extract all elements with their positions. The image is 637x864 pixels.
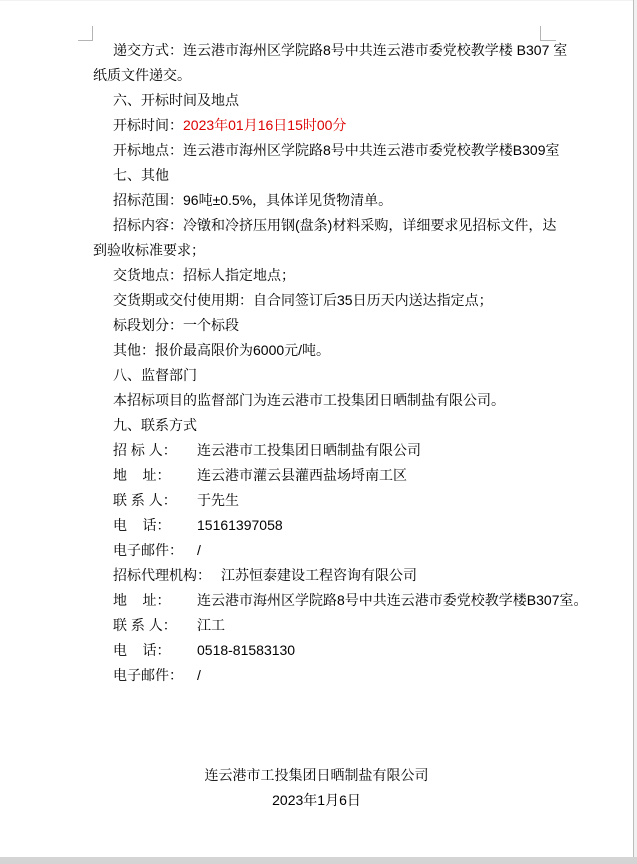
doc-text-segment: 六、开标时间及地点 xyxy=(113,92,239,108)
contact-row xyxy=(93,513,540,538)
contact-value: 连云港市工投集团日晒制盐有限公司 xyxy=(197,442,421,458)
contact-label: 地 址： xyxy=(113,592,171,608)
doc-text-segment: 本招标项目的监督部门为连云港市工投集团日晒制盐有限公司。 xyxy=(113,392,505,408)
doc-text-segment: 招标内容：冷镦和冷挤压用钢(盘条)材料采购，详细要求见招标文件，达 xyxy=(113,217,557,233)
doc-footer-line xyxy=(93,763,540,788)
doc-line xyxy=(93,38,568,63)
doc-line xyxy=(93,188,540,213)
doc-text-segment: 2023年1月6日 xyxy=(272,792,361,808)
contact-value: 江工 xyxy=(197,617,225,633)
doc-line xyxy=(93,263,540,288)
doc-blank-line xyxy=(93,738,540,763)
contact-label: 电子邮件： xyxy=(113,542,183,558)
doc-text-segment: 递交方式：连云港市海州区学院路8号中共连云港市委党校教学楼 B307 室 xyxy=(113,42,568,58)
doc-line xyxy=(93,63,540,88)
document-text-area[interactable] xyxy=(93,38,588,813)
contact-label: 联 系 人： xyxy=(113,492,177,508)
doc-text-segment: 交货期或交付使用期：自合同签订后35日历天内送达指定点； xyxy=(113,292,493,308)
contact-value: 连云港市灌云县灌西盐场埒南工区 xyxy=(197,467,407,483)
doc-text-segment: 七、其他 xyxy=(113,167,169,183)
opening-time-highlighted-value: 2023年01月16日15时00分 xyxy=(183,117,347,133)
doc-line xyxy=(93,138,560,163)
contact-row xyxy=(93,663,540,688)
app-background-bottom-strip xyxy=(0,857,637,864)
contact-row xyxy=(93,638,540,663)
contact-value: 0518-81583130 xyxy=(197,642,296,658)
doc-text-segment: 其他：报价最高限价为6000元/吨。 xyxy=(113,342,331,358)
doc-footer-line xyxy=(93,788,540,813)
contact-value: 于先生 xyxy=(197,492,239,508)
doc-line xyxy=(93,88,540,113)
contact-row xyxy=(93,438,540,463)
contact-row xyxy=(93,563,540,588)
page-right-edge-strip xyxy=(633,0,637,857)
contact-row xyxy=(93,538,540,563)
doc-blank-line xyxy=(93,713,540,738)
doc-blank-line xyxy=(93,688,540,713)
doc-text-segment: 开标时间： xyxy=(113,117,183,133)
doc-text-segment: 八、监督部门 xyxy=(113,367,197,383)
doc-line xyxy=(93,313,540,338)
doc-line xyxy=(93,163,540,188)
doc-text-segment: 九、联系方式 xyxy=(113,417,197,433)
doc-line xyxy=(93,413,540,438)
contact-value: 江苏恒泰建设工程咨询有限公司 xyxy=(221,567,417,583)
doc-line xyxy=(93,238,540,263)
contact-value: / xyxy=(197,667,201,683)
doc-text-segment: 交货地点：招标人指定地点； xyxy=(113,267,295,283)
margin-crop-mark-top-left-horizontal xyxy=(78,40,93,41)
contact-label: 招标代理机构： xyxy=(113,567,211,583)
doc-text-segment: 招标范围：96吨±0.5%，具体详见货物清单。 xyxy=(113,192,393,208)
doc-text-segment: 开标地点：连云港市海州区学院路8号中共连云港市委党校教学楼B309室 xyxy=(113,142,560,158)
contact-value: 15161397058 xyxy=(197,517,283,533)
contact-label: 电 话： xyxy=(113,517,171,533)
doc-line xyxy=(93,113,540,138)
contact-row xyxy=(93,488,540,513)
doc-line xyxy=(93,388,540,413)
doc-text-segment: 连云港市工投集团日晒制盐有限公司 xyxy=(204,767,429,783)
doc-text-segment: 标段划分：一个标段 xyxy=(113,317,239,333)
contact-value: 连云港市海州区学院路8号中共连云港市委党校教学楼B307室。 xyxy=(197,592,588,608)
contact-value: / xyxy=(197,542,201,558)
contact-label: 电子邮件： xyxy=(113,667,183,683)
contact-label: 招 标 人： xyxy=(113,442,177,458)
doc-text-segment: 纸质文件递交。 xyxy=(93,67,191,83)
contact-row xyxy=(93,613,540,638)
doc-text-segment: 到验收标准要求； xyxy=(93,242,205,258)
contact-row xyxy=(93,463,540,488)
doc-line xyxy=(93,288,540,313)
doc-line xyxy=(93,338,540,363)
contact-label: 联 系 人： xyxy=(113,617,177,633)
contact-label: 电 话： xyxy=(113,642,171,658)
contact-row xyxy=(93,588,588,613)
doc-line xyxy=(93,213,557,238)
contact-label: 地 址： xyxy=(113,467,171,483)
doc-line xyxy=(93,363,540,388)
